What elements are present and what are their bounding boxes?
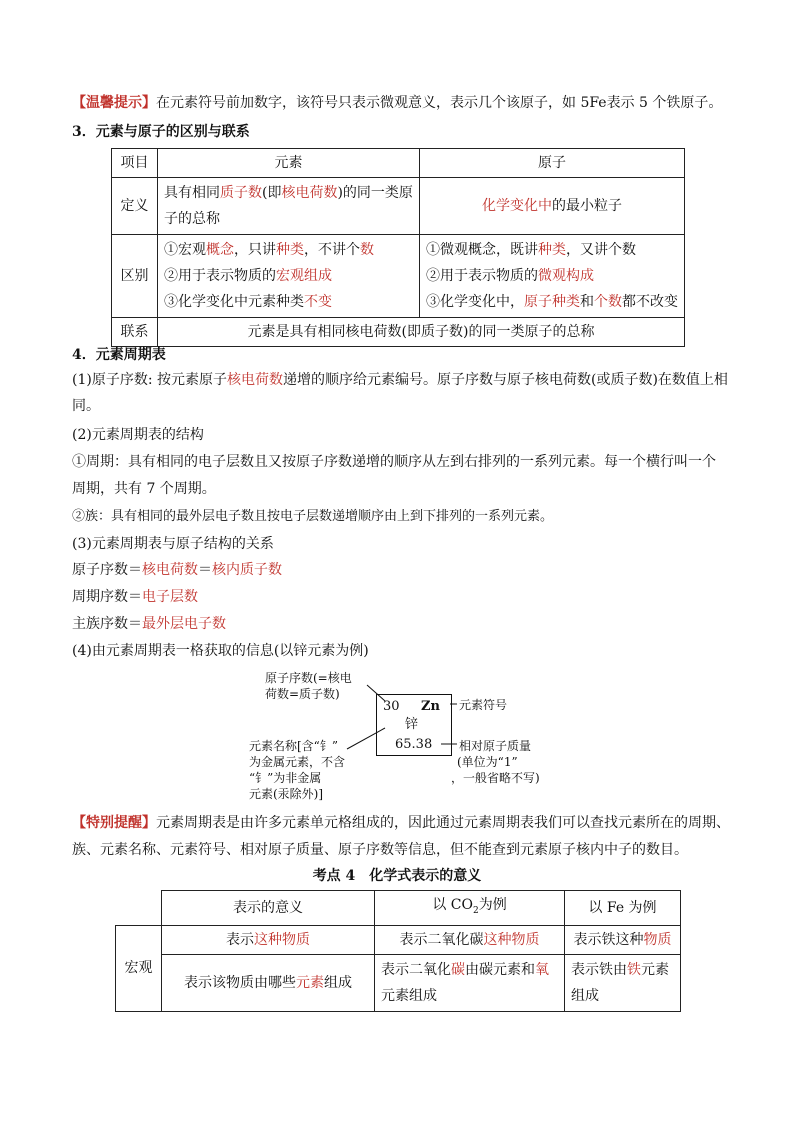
formula-meaning-table xyxy=(115,890,681,1012)
symbol-label: 元素符号 xyxy=(459,698,508,712)
name-label-3: “钅”为非金属 xyxy=(249,771,322,785)
para-atomic-number-cont: 同。 xyxy=(72,398,100,414)
element-cell-box xyxy=(376,694,452,756)
header-element: 元素 xyxy=(158,149,420,178)
cell-name: 锌 xyxy=(405,717,419,732)
para-group: ②族：具有相同的最外层电子数且按电子层数递增顺序由上到下排列的一系列元素。 xyxy=(72,509,554,524)
mass-label-3: ，一般省略不写) xyxy=(451,771,540,785)
relation-period: 周期序数＝电子层数 xyxy=(72,589,198,605)
cell-atomic-number: 30 xyxy=(383,699,400,714)
table2-row-2 xyxy=(116,954,681,1011)
table2-r1-fe: 表示铁这种物质 xyxy=(565,925,681,954)
table2-header-meaning: 表示的意义 xyxy=(161,891,374,926)
header-item: 项目 xyxy=(112,149,158,178)
tip-label: 【温馨提示】 xyxy=(72,95,156,111)
section-4-title: 4．元素周期表 xyxy=(72,347,166,363)
table2-r2-co2: 表示二氧化碳由碳元素和氧 元素组成 xyxy=(375,954,565,1011)
table2-r2-fe: 表示铁由铁元素 组成 xyxy=(565,954,681,1011)
cell-symbol: Zn xyxy=(421,699,440,714)
relation-group: 主族序数＝最外层电子数 xyxy=(72,616,226,632)
mass-label-1: 相对原子质量 xyxy=(459,739,532,753)
table2-row-label-macro: 宏观 xyxy=(116,925,162,1011)
para-period: ①周期：具有相同的电子层数且又按原子序数递增的顺序从左到右排列的一系列元素。每一个横行叫一个 xyxy=(72,454,716,470)
para-relation: (3)元素周期表与原子结构的关系 xyxy=(72,536,274,552)
para-cell-info: (4)由元素周期表一格获取的信息(以锌元素为例) xyxy=(72,643,369,659)
tip-text: 在元素符号前加数字，该符号只表示微观意义，表示几个该原子，如 5Fe表示 5 个铁原子。 xyxy=(156,95,723,111)
relation-text: 元素是具有相同核电荷数(即质子数)的同一类原子的总称 xyxy=(158,318,685,347)
table2-header-fe: 以 Fe 为例 xyxy=(565,891,681,926)
name-label-4: 元素(汞除外)] xyxy=(249,787,324,801)
mass-label-2: (单位为“1” xyxy=(457,755,518,769)
row-label-difference: 区别 xyxy=(112,235,158,318)
row-label-relation: 联系 xyxy=(112,318,158,347)
tip-special: 【特别提醒】元素周期表是由许多元素单元格组成的，因此通过元素周期表我们可以查找元素所在的周期、 xyxy=(72,815,730,831)
tip-warm xyxy=(72,93,722,113)
element-atom-table xyxy=(111,148,685,347)
table2-header-row xyxy=(116,891,681,926)
table-header-row xyxy=(112,149,685,178)
cell-mass: 65.38 xyxy=(395,737,433,752)
row-label-definition: 定义 xyxy=(112,178,158,235)
zinc-cell-diagram xyxy=(245,666,575,806)
tip-special-cont: 族、元素名称、元素符号、相对原子质量、原子序数等信息，但不能查到元素原子核内中子的数目。 xyxy=(72,842,688,858)
tip-special-label: 【特别提醒】 xyxy=(72,815,156,831)
table2-row-1 xyxy=(116,925,681,954)
table2-r1-co2: 表示二氧化碳这种物质 xyxy=(375,925,565,954)
section-3-title: 3．元素与原子的区别与联系 xyxy=(72,124,250,140)
name-label-1: 元素名称[含“钅” xyxy=(249,739,338,753)
table2-corner xyxy=(116,891,162,926)
kaodian-4-title: 考点 4 化学式表示的意义 xyxy=(312,868,482,884)
definition-atom: 化学变化中的最小粒子 xyxy=(419,178,684,235)
header-atom: 原子 xyxy=(419,149,684,178)
relation-atomic-number: 原子序数＝核电荷数＝核内质子数 xyxy=(72,562,282,578)
difference-atom: ①微观概念，既讲种类，又讲个数 ②用于表示物质的微观构成 ③化学变化中，原子种类和个数都不改变 xyxy=(419,235,684,318)
para-period-cont: 周期，共有 7 个周期。 xyxy=(72,481,216,497)
para-atomic-number: (1)原子序数: 按元素原子核电荷数递增的顺序给元素编号。原子序数与原子核电荷数(或质子数)在数值上相 xyxy=(72,372,728,388)
table2-r1-meaning: 表示这种物质 xyxy=(161,925,374,954)
table2-r2-meaning: 表示该物质由哪些元素组成 xyxy=(161,954,374,1011)
table-row-difference xyxy=(112,235,685,318)
table-row-relation xyxy=(112,318,685,347)
definition-element: 具有相同质子数(即核电荷数)的同一类原 子的总称 xyxy=(158,178,420,235)
para-structure: (2)元素周期表的结构 xyxy=(72,427,204,443)
name-label-2: 为金属元素，不含 xyxy=(249,755,346,769)
atomic-number-label-2: 荷数=质子数) xyxy=(265,687,340,701)
difference-element: ①宏观概念，只讲种类，不讲个数 ②用于表示物质的宏观组成 ③化学变化中元素种类不变 xyxy=(158,235,420,318)
atomic-number-label-1: 原子序数(=核电 xyxy=(265,671,352,685)
table2-header-co2: 以 $CO_2$为例 xyxy=(375,891,565,926)
table-row-definition xyxy=(112,178,685,235)
